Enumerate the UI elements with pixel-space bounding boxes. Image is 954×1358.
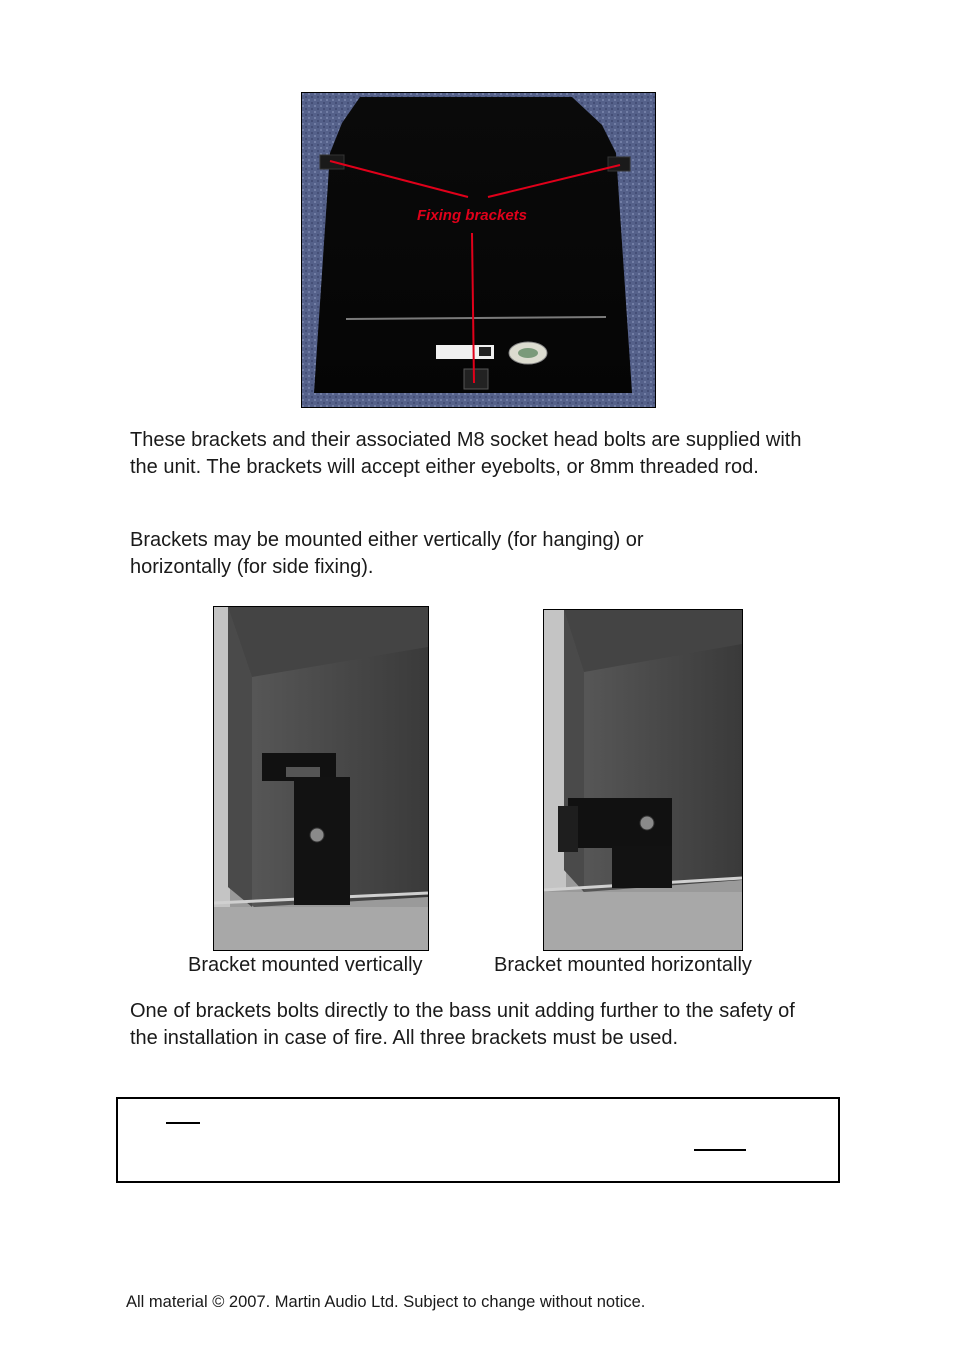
top-view-illustration <box>302 93 655 407</box>
caption-vertical: Bracket mounted vertically <box>188 954 423 976</box>
bracket-horizontal-photo <box>543 609 743 951</box>
paragraph-brackets-supplied: These brackets and their associated M8 socket head bolts are supplied with the unit. The brackets will accept either eyebolts, or 8mm threaded rod. <box>130 429 802 478</box>
front-bracket <box>464 369 488 389</box>
top-view-photo <box>301 92 656 408</box>
copyright-footer: All material © 2007. Martin Audio Ltd. Subject to change without notice. <box>126 1293 646 1311</box>
bracket-vertical-photo <box>213 606 429 951</box>
paragraph-mounting-options: Brackets may be mounted either vertically (for hanging) or horizontally (for side fixing). <box>130 529 644 578</box>
underline-mark <box>166 1122 200 1124</box>
underline-mark <box>694 1149 746 1151</box>
fixing-brackets-label: Fixing brackets <box>416 207 528 224</box>
paragraph-safety: One of brackets bolts directly to the bass unit adding further to the safety of the installation in case of fire. All three brackets must be used. <box>130 1000 795 1049</box>
warning-box <box>116 1097 840 1183</box>
right-bracket <box>608 157 630 171</box>
caption-horizontal: Bracket mounted horizontally <box>494 954 752 976</box>
